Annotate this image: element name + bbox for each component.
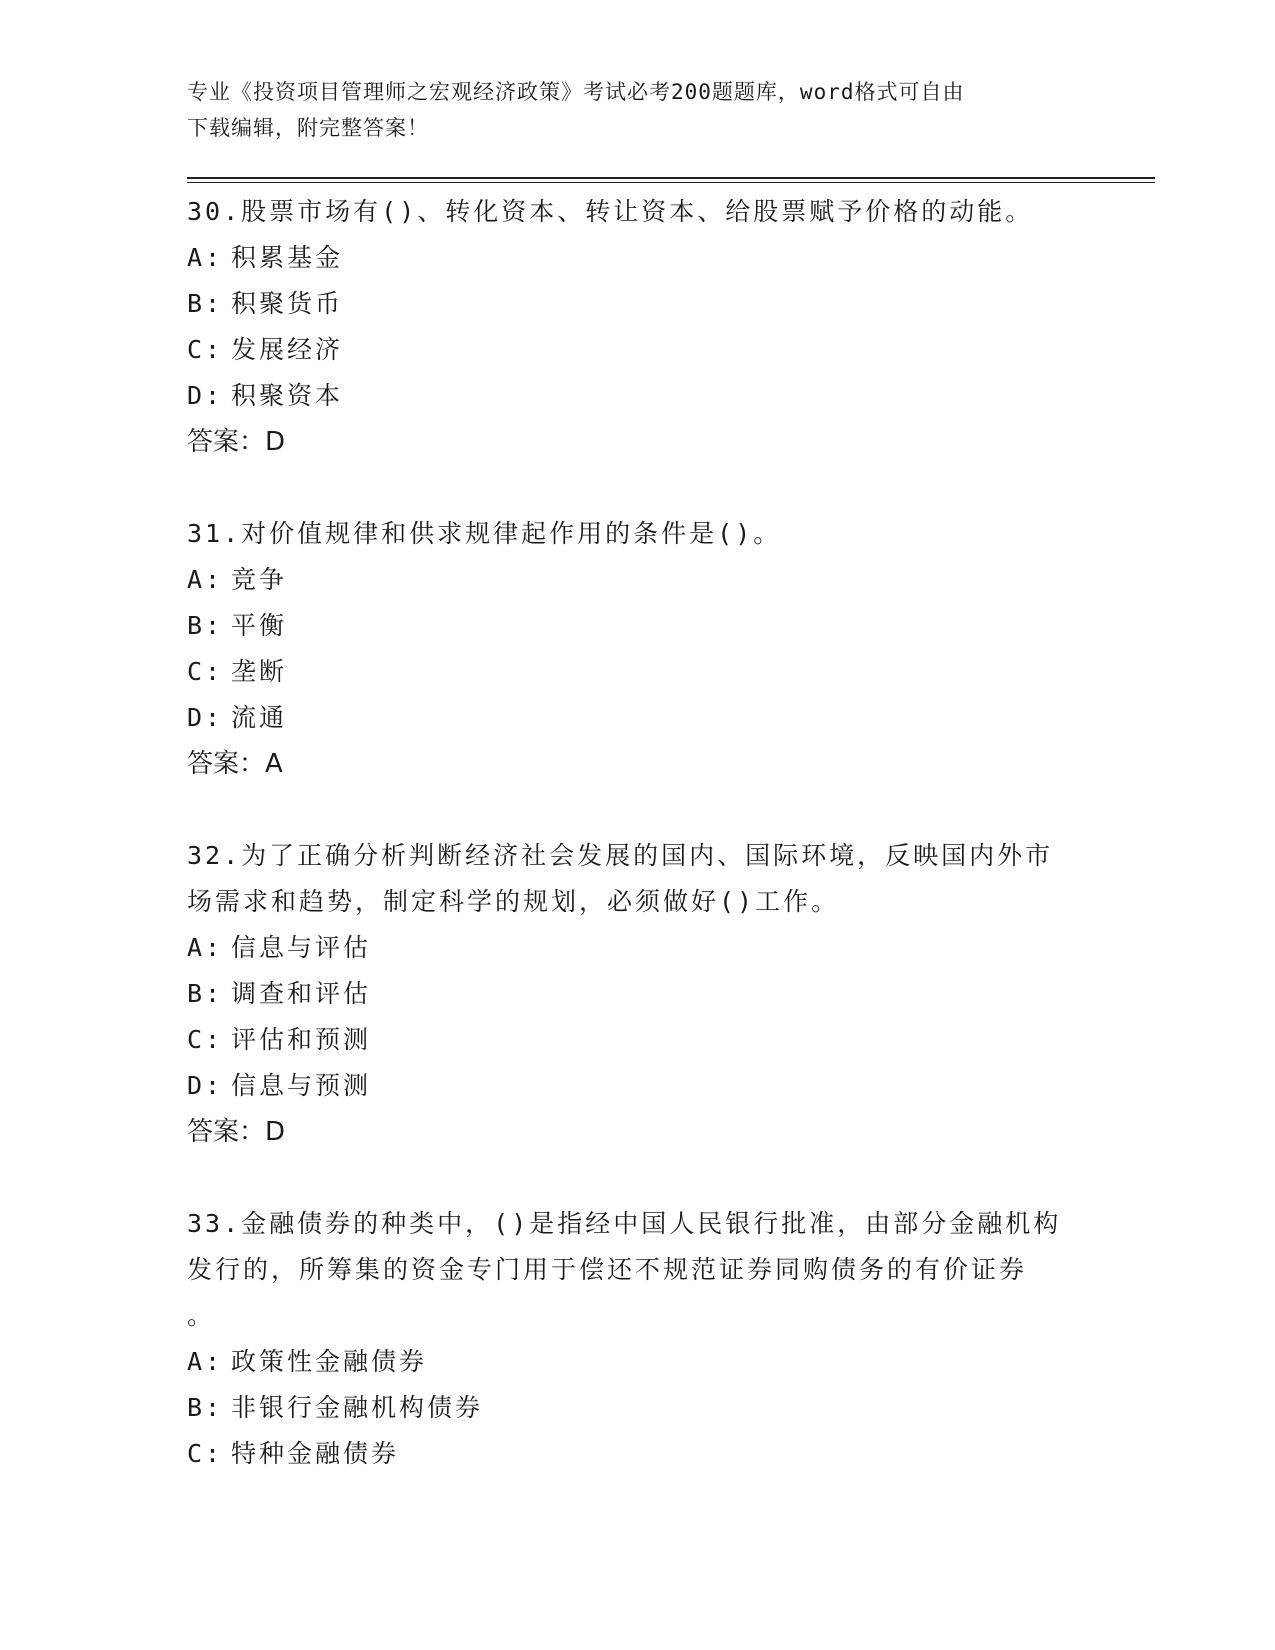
option-text: 积聚货币	[231, 289, 344, 318]
option-letter: C:	[187, 657, 224, 686]
option-text: 政策性金融债券	[231, 1347, 428, 1376]
option-text: 特种金融债券	[231, 1439, 400, 1468]
option-d	[187, 695, 1087, 741]
option-d	[187, 373, 1087, 419]
question-33	[187, 1201, 1087, 1477]
option-text: 平衡	[231, 611, 288, 640]
option-text: 垄断	[231, 657, 288, 686]
option-text: 积累基金	[231, 243, 344, 272]
option-text: 信息与评估	[231, 933, 372, 962]
option-text: 信息与预测	[231, 1071, 372, 1100]
header-line-1: 专业《投资项目管理师之宏观经济政策》考试必考200题题库，word格式可自由	[187, 80, 965, 104]
option-b	[187, 281, 1087, 327]
option-letter: B:	[187, 1393, 224, 1422]
option-letter: C:	[187, 1025, 224, 1054]
option-letter: D:	[187, 1071, 224, 1100]
option-text: 发展经济	[231, 335, 344, 364]
option-a	[187, 235, 1087, 281]
question-32	[187, 833, 1087, 1155]
option-letter: D:	[187, 381, 224, 410]
option-c	[187, 1431, 1087, 1477]
option-text: 评估和预测	[231, 1025, 372, 1054]
header-line-2: 下载编辑，附完整答案！	[187, 116, 429, 140]
option-a	[187, 557, 1087, 603]
answer-line: 答案：A	[187, 749, 283, 779]
option-letter: C:	[187, 335, 224, 364]
question-list	[187, 189, 1087, 1477]
question-31	[187, 511, 1087, 787]
option-text: 非银行金融机构债券	[231, 1393, 484, 1422]
option-c	[187, 327, 1087, 373]
option-b	[187, 1385, 1087, 1431]
option-c	[187, 649, 1087, 695]
header-divider-thin	[187, 182, 1155, 183]
answer-line: 答案：D	[187, 1117, 286, 1147]
option-letter: D:	[187, 703, 224, 732]
option-letter: A:	[187, 1347, 224, 1376]
answer-line: 答案：D	[187, 427, 286, 457]
option-letter: C:	[187, 1439, 224, 1468]
option-c	[187, 1017, 1087, 1063]
option-d	[187, 1063, 1087, 1109]
option-b	[187, 603, 1087, 649]
option-text: 调查和评估	[231, 979, 372, 1008]
question-stem-line: 30.股票市场有()、转化资本、转让资本、给股票赋予价格的动能。	[187, 197, 1034, 226]
question-stem-line: 。	[187, 1301, 216, 1330]
option-letter: A:	[187, 565, 224, 594]
option-text: 积聚资本	[231, 381, 344, 410]
option-letter: B:	[187, 979, 224, 1008]
header-divider-thick	[187, 177, 1155, 179]
document-header	[187, 74, 1067, 146]
option-text: 流通	[231, 703, 288, 732]
option-b	[187, 971, 1087, 1017]
question-stem-line: 32.为了正确分析判断经济社会发展的国内、国际环境，反映国内外市	[187, 841, 1054, 870]
question-stem-line: 33.金融债券的种类中，()是指经中国人民银行批准，由部分金融机构	[187, 1209, 1062, 1238]
option-text: 竞争	[231, 565, 288, 594]
option-letter: A:	[187, 243, 224, 272]
option-letter: B:	[187, 289, 224, 318]
option-a	[187, 925, 1087, 971]
question-stem-line: 31.对价值规律和供求规律起作用的条件是()。	[187, 519, 782, 548]
question-30	[187, 189, 1087, 465]
option-letter: A:	[187, 933, 224, 962]
question-stem-line: 场需求和趋势，制定科学的规划，必须做好()工作。	[187, 887, 840, 916]
option-a	[187, 1339, 1087, 1385]
question-stem-line: 发行的，所筹集的资金专门用于偿还不规范证券同购债务的有价证券	[187, 1255, 1028, 1284]
option-letter: B:	[187, 611, 224, 640]
